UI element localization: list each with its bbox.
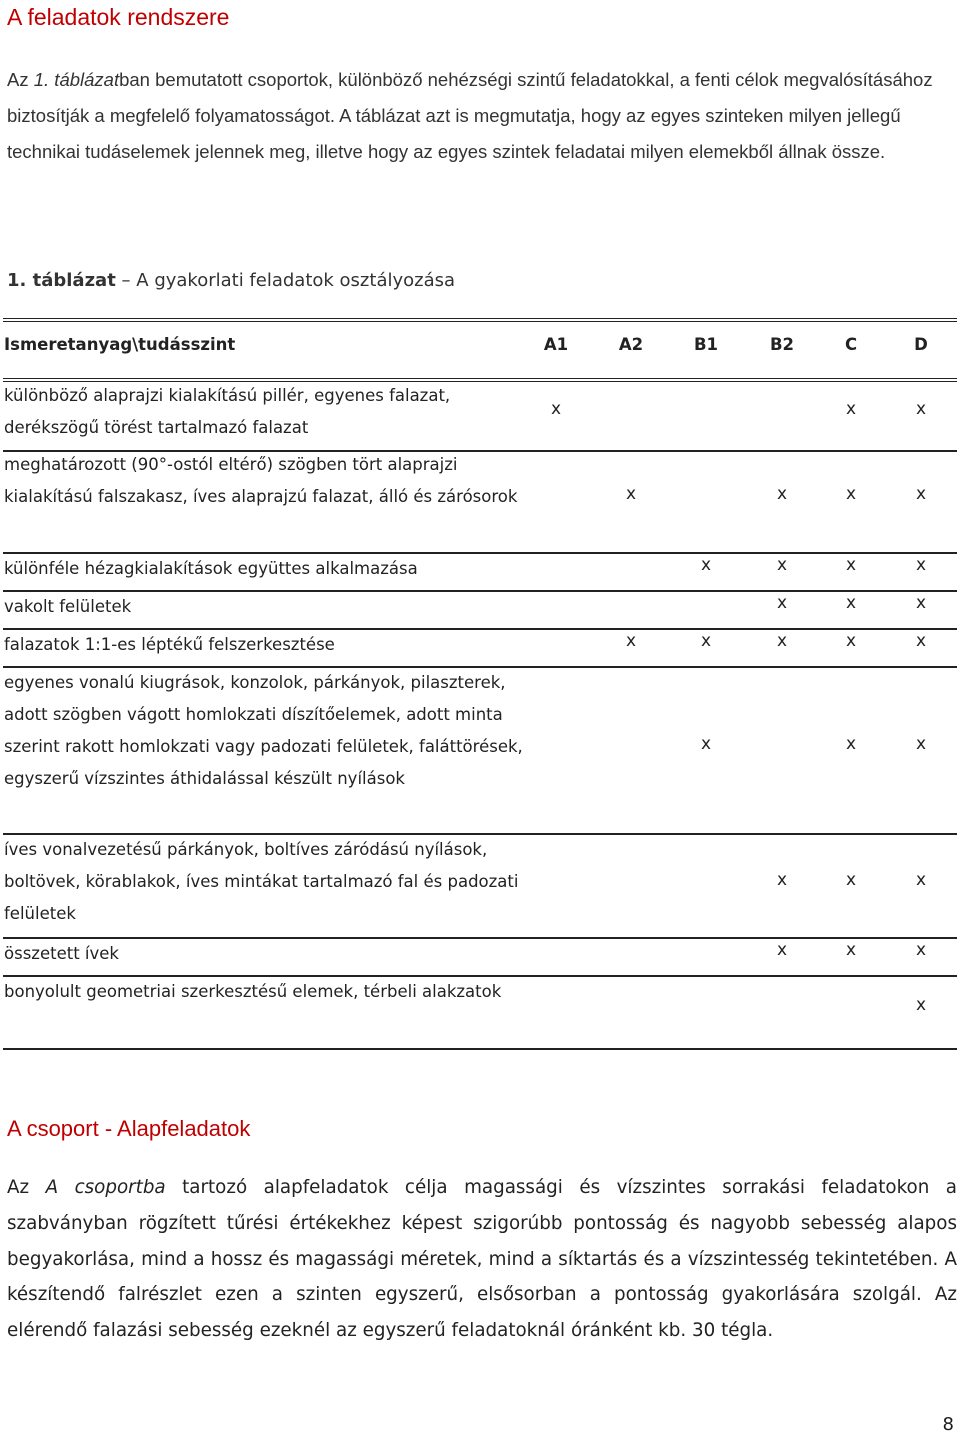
group-paragraph [7, 1170, 957, 1349]
table-cell-mark: x [845, 734, 857, 754]
table-cell-mark: x [776, 631, 788, 651]
table-row-topic: falazatok 1:1-es léptékű felszerkesztése [4, 635, 335, 654]
section-title: A feladatok rendszere [7, 4, 230, 30]
group-prefix: Az [7, 1177, 46, 1198]
table-caption-text: A gyakorlati feladatok osztályozása [136, 270, 456, 291]
group-italic: A csoportba [45, 1177, 166, 1198]
intro-prefix: Az [7, 69, 34, 90]
table-cell-mark: x [915, 555, 927, 575]
table-cell-mark: x [845, 593, 857, 613]
header-level-a2: A2 [618, 335, 644, 354]
table-cell-mark: x [700, 631, 712, 651]
header-level-d: D [914, 335, 928, 354]
header-level-a1: A1 [543, 335, 569, 354]
page-number: 8 [942, 1414, 954, 1435]
table-cell-mark: x [776, 870, 788, 890]
table-cell-mark: x [700, 555, 712, 575]
header-level-b1: B1 [693, 335, 719, 354]
intro-table-ref: 1. táblázat [33, 69, 120, 90]
table-row-topic: egyenes vonalú kiugrások, konzolok, párkányok, pilaszterek, adott szögben vágott homlokzati díszítőelemek, adott minta szerint rakott homlokzati vagy padozati felületek, faláttörések, egyszerű vízszintes áthidalással készült nyílások [4, 673, 523, 788]
table-row-topic: vakolt felületek [4, 597, 132, 616]
table-row-topic: összetett ívek [4, 944, 119, 963]
table-cell-mark: x [845, 399, 857, 419]
table-cell-mark: x [915, 484, 927, 504]
intro-paragraph [7, 62, 957, 170]
table-cell-mark: x [776, 484, 788, 504]
table-cell-mark: x [915, 940, 927, 960]
table-caption-label: 1. táblázat [7, 270, 116, 291]
intro-rest: ban bemutatott csoportok, különböző nehézségi szintű feladatokkal, a fenti célok megvalósításához biztosítják a megfelelő folyamatosságot. A táblázat azt is megmutatja, hogy az egyes szinteken milyen jellegű technikai tudáselemek jelennek meg, illetve hogy az egyes szintek feladatai milyen elemekből állnak össze. [7, 69, 933, 162]
header-level-b2: B2 [769, 335, 795, 354]
table-cell-mark: x [915, 870, 927, 890]
group-rest: tartozó alapfeladatok célja magassági és vízszintes sorrakási feladatokon a szabványban rögzített tűrési értékekhez képest szigorúbb pontosság és nagyobb sebesség alapos begyakorlása, mind a hossz és magassági méretek, mind a síktartás és a vízszintesség tekintetében. A készítendő falrészlet ezen a szinten egyszerű, elsősorban a pontosság gyakorlására szolgál. Az elérendő falazási sebesség ezeknél az egyszerű feladatoknál óránként kb. 30 tégla. [7, 1177, 958, 1342]
table-cell-mark: x [915, 734, 927, 754]
table-cell-mark: x [845, 870, 857, 890]
table-cell-mark: x [550, 399, 562, 419]
table-row-topic: bonyolult geometriai szerkesztésű elemek, térbeli alakzatok [4, 982, 502, 1001]
table-cell-mark: x [915, 995, 927, 1015]
table-cell-mark: x [845, 555, 857, 575]
table-cell-mark: x [845, 631, 857, 651]
table-row-topic: különböző alaprajzi kialakítású pillér, egyenes falazat, derékszögű törést tartalmazó falazat [4, 386, 451, 437]
group-title: A csoport - Alapfeladatok [7, 1116, 251, 1141]
table-cell-mark: x [915, 399, 927, 419]
table-row-topic: különféle hézagkialakítások együttes alkalmazása [4, 559, 418, 578]
table-cell-mark: x [845, 484, 857, 504]
table-row-topic: íves vonalvezetésű párkányok, boltíves záródású nyílások, boltövek, körablakok, íves mintákat tartalmazó fal és padozati felületek [4, 840, 519, 923]
table-bottom-rule [3, 1048, 957, 1050]
table-top-rule [3, 318, 957, 322]
table-cell-mark: x [625, 484, 637, 504]
table-cell-mark: x [845, 940, 857, 960]
table-cell-mark: x [625, 631, 637, 651]
header-first-column: Ismeretanyag\tudásszint [4, 335, 236, 354]
table-cell-mark: x [915, 631, 927, 651]
table-cell-mark: x [915, 593, 927, 613]
table-row-topic: meghatározott (90°-ostól eltérő) szögben tört alaprajzi kialakítású falszakasz, íves alaprajzú falazat, álló és zárósorok [4, 455, 518, 506]
table-caption-dash: – [121, 270, 131, 291]
header-level-c: C [844, 335, 858, 354]
table-cell-mark: x [776, 940, 788, 960]
table-caption [7, 270, 455, 291]
table-cell-mark: x [776, 593, 788, 613]
table-cell-mark: x [776, 555, 788, 575]
table-cell-mark: x [700, 734, 712, 754]
